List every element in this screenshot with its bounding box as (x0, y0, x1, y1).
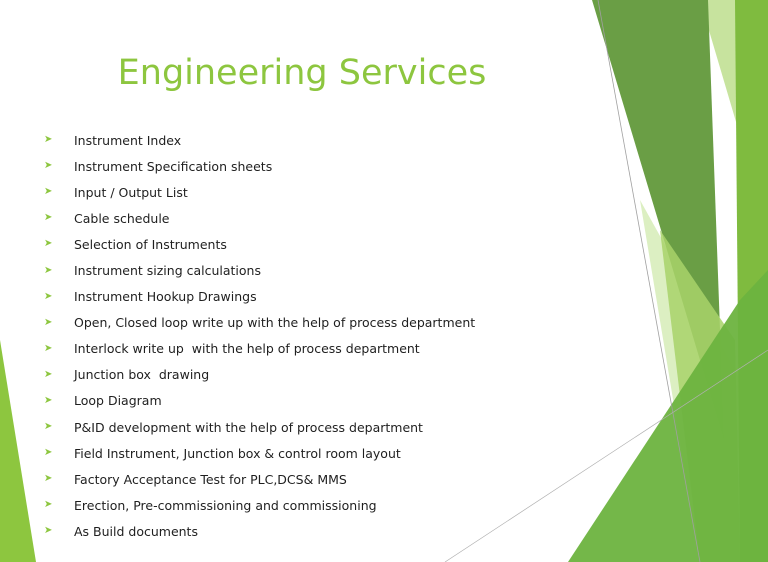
arrow-bullet-icon: ➤ (44, 499, 53, 511)
arrow-bullet-icon: ➤ (44, 342, 53, 354)
bullet-item (44, 127, 475, 153)
bullet-item (44, 153, 475, 179)
bullet-text: Interlock write up with the help of process department (74, 341, 420, 357)
bullet-text: Instrument Index (74, 132, 182, 148)
bullet-item (44, 336, 475, 362)
bullet-text: Instrument Hookup Drawings (74, 289, 257, 305)
bullet-item (44, 518, 475, 544)
arrow-bullet-icon: ➤ (44, 160, 53, 172)
green-sliver-bottom-left (0, 340, 36, 562)
bullet-item (44, 492, 475, 518)
arrow-bullet-icon: ➤ (44, 447, 53, 459)
bullet-item (44, 205, 475, 231)
bullet-list (44, 127, 475, 545)
arrow-bullet-icon: ➤ (44, 368, 53, 380)
bullet-item (44, 310, 475, 336)
bullet-text: Instrument sizing calculations (74, 263, 261, 279)
bullet-text: P&ID development with the help of process department (74, 419, 423, 435)
bullet-item (44, 257, 475, 283)
arrow-bullet-icon: ➤ (44, 264, 53, 276)
bullet-text: Selection of Instruments (74, 236, 227, 252)
arrow-bullet-icon: ➤ (44, 212, 53, 224)
bullet-item (44, 231, 475, 257)
bullet-text: Erection, Pre-commissioning and commissioning (74, 497, 377, 513)
bullet-text: Cable schedule (74, 210, 170, 226)
bullet-item (44, 179, 475, 205)
bullet-item (44, 362, 475, 388)
arrow-bullet-icon: ➤ (44, 290, 53, 302)
arrow-bullet-icon: ➤ (44, 394, 53, 406)
arrow-bullet-icon: ➤ (44, 186, 53, 198)
arrow-bullet-icon: ➤ (44, 525, 53, 537)
bullet-text: Field Instrument, Junction box & control room layout (74, 445, 401, 461)
bullet-text: Instrument Specification sheets (74, 158, 273, 174)
bullet-item (44, 440, 475, 466)
bullet-text: Loop Diagram (74, 393, 162, 409)
bullet-text: Open, Closed loop write up with the help of process department (74, 315, 476, 331)
bullet-item (44, 284, 475, 310)
arrow-bullet-icon: ➤ (44, 421, 53, 433)
arrow-bullet-icon: ➤ (44, 134, 53, 146)
bullet-text: As Build documents (74, 523, 198, 539)
bullet-text: Factory Acceptance Test for PLC,DCS& MMS (74, 471, 347, 487)
arrow-bullet-icon: ➤ (44, 316, 53, 328)
arrow-bullet-icon: ➤ (44, 473, 53, 485)
bullet-text: Input / Output List (74, 184, 188, 200)
arrow-bullet-icon: ➤ (44, 238, 53, 250)
bullet-text: Junction box drawing (74, 367, 210, 383)
slide-title: Engineering Services (117, 53, 487, 93)
bullet-item (44, 466, 475, 492)
bullet-item (44, 388, 475, 414)
bullet-item (44, 414, 475, 440)
